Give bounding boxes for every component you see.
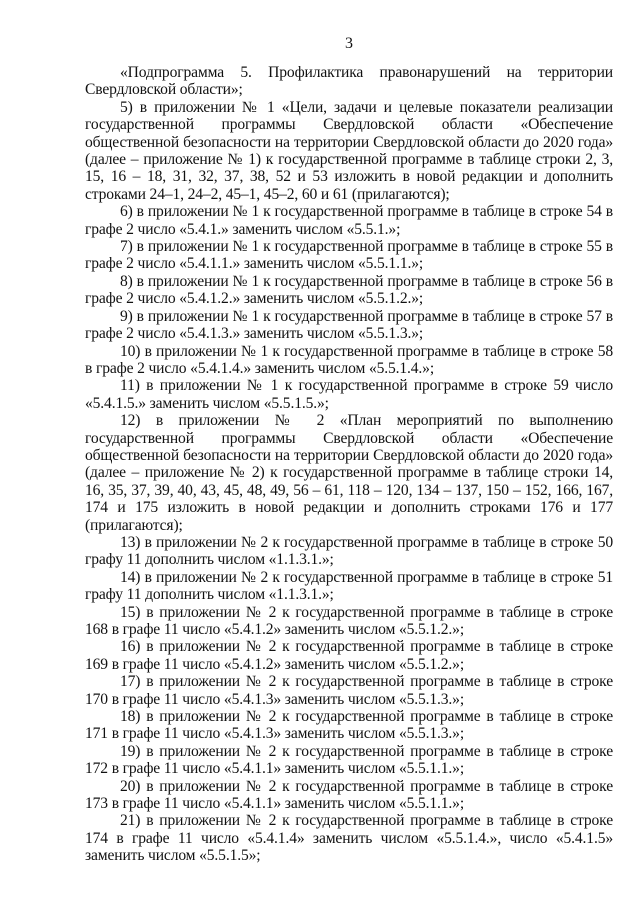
paragraph-item-9: 9) в приложении № 1 к государственной программе в таблице в строке 57 в графе 2 число «5.4.1.3.» заменить числом «5.5.1.3.»; xyxy=(85,307,613,343)
paragraph-item-13: 13) в приложении № 2 к государственной программе в таблице в строке 50 графу 11 дополнить числом «1.1.3.1.»; xyxy=(85,533,613,569)
paragraph-item-14: 14) в приложении № 2 к государственной программе в таблице в строке 51 графу 11 дополнить числом «1.1.3.1.»; xyxy=(85,568,613,604)
paragraph-item-10: 10) в приложении № 1 к государственной программе в таблице в строке 58 в графе 2 число «5.4.1.4.» заменить числом «5.5.1.4.»; xyxy=(85,342,613,377)
paragraph-item-12: 12) в приложении № 2 «План мероприятий по выполнению государственной программы Свердловской области «Обеспечение общественной безопасности на территории Свердловской области до 2020 года» (далее – приложение № 2) к государственной программе в таблице строки 14, 16, 35, 37, 39, 40, 43, 45, 48, 49, 56 – 61, 118 – 120, 134 – 137, 150 – 152, 166, 167, 174 и 175 изложить в новой редакции и дополнить строками 176 и 177 (прилагаются); xyxy=(85,412,613,534)
paragraph-item-20: 20) в приложении № 2 к государственной программе в таблице в строке 173 в графе 11 число «5.4.1.1» заменить числом «5.5.1.1.»; xyxy=(85,777,613,813)
paragraph-subprogram-5-title: «Подпрограмма 5. Профилактика правонарушений на территории Свердловской области»; xyxy=(85,64,613,99)
paragraph-item-21: 21) в приложении № 2 к государственной программе в таблице в строке 174 в графе 11 число «5.4.1.4» заменить числом «5.5.1.4.», число «5.4.1.5» заменить числом «5.5.1.5»; xyxy=(85,812,613,865)
paragraph-item-11: 11) в приложении № 1 к государственной программе в строке 59 число «5.4.1.5.» заменить числом «5.5.1.5.»; xyxy=(85,377,613,412)
paragraph-item-5: 5) в приложении № 1 «Цели, задачи и целевые показатели реализации государственной программы Свердловской области «Обеспечение общественной безопасности на территории Свердловской области до 2020 года» (далее – приложение № 1) к государственной программе в таблице строки 2, 3, 15, 16 – 18, 31, 32, 37, 38, 52 и 53 изложить в новой редакции и дополнить строками 24–1, 24–2, 45–1, 45–2, 60 и 61 (прилагаются); xyxy=(85,98,613,203)
paragraph-item-6: 6) в приложении № 1 к государственной программе в таблице в строке 54 в графе 2 число «5.4.1.» заменить числом «5.5.1.»; xyxy=(85,203,613,238)
paragraph-item-7: 7) в приложении № 1 к государственной программе в таблице в строке 55 в графе 2 число «5.4.1.1.» заменить числом «5.5.1.1.»; xyxy=(85,238,613,273)
paragraph-item-15: 15) в приложении № 2 к государственной программе в таблице в строке 168 в графе 11 число «5.4.1.2» заменить числом «5.5.1.2.»; xyxy=(85,603,613,638)
paragraph-item-18: 18) в приложении № 2 к государственной программе в таблице в строке 171 в графе 11 число «5.4.1.3» заменить числом «5.5.1.3.»; xyxy=(85,708,613,743)
paragraph-item-19: 19) в приложении № 2 к государственной программе в таблице в строке 172 в графе 11 число «5.4.1.1» заменить числом «5.5.1.1.»; xyxy=(85,742,613,778)
paragraph-item-17: 17) в приложении № 2 к государственной программе в таблице в строке 170 в графе 11 число «5.4.1.3» заменить числом «5.5.1.3.»; xyxy=(85,673,613,708)
paragraph-item-8: 8) в приложении № 1 к государственной программе в таблице в строке 56 в графе 2 число «5.4.1.2.» заменить числом «5.5.1.2.»; xyxy=(85,272,613,308)
document-page xyxy=(85,34,613,865)
paragraph-item-16: 16) в приложении № 2 к государственной программе в таблице в строке 169 в графе 11 число «5.4.1.2» заменить числом «5.5.1.2.»; xyxy=(85,638,613,673)
page-number: 3 xyxy=(345,35,353,52)
